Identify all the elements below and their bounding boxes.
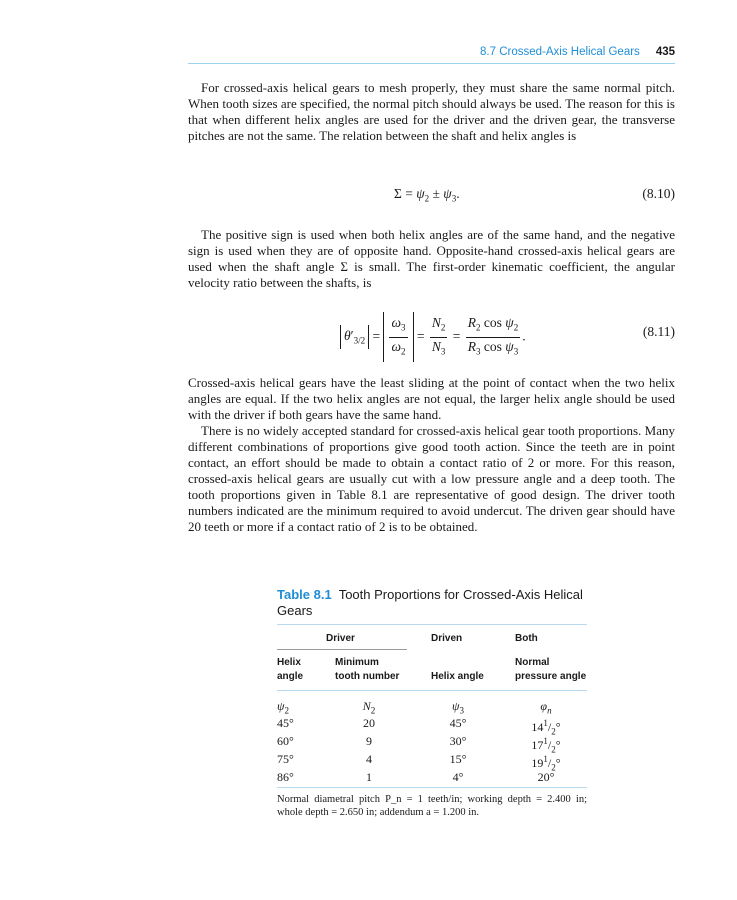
column-header-driven-helix: Helix angle	[431, 671, 484, 682]
group-header-driver: Driver	[326, 633, 355, 644]
column-header-pressure-angle: Normal pressure angle	[515, 657, 587, 682]
table-header-rule	[277, 690, 587, 691]
symbol-psi2: $\psi_2$	[277, 699, 289, 716]
running-header	[188, 46, 675, 64]
table-top-rule	[277, 624, 587, 625]
table-bottom-rule	[277, 787, 587, 788]
table-label: Table 8.1	[277, 587, 332, 602]
equation-number: (8.10)	[642, 186, 675, 201]
section-title: 8.7 Crossed-Axis Helical Gears	[480, 46, 640, 58]
header-rule	[188, 63, 675, 64]
column-header-tooth-number: Minimum tooth number	[335, 657, 400, 682]
paragraph-1: For crossed-axis helical gears to mesh properly, they must share the same normal pitch. When tooth sizes are specified, the normal pitch should always be used. The reason for this is that when different helix angles are used for the driver and the driven gear, the transverse pitches are not the same. The relation between the shaft and helix angles is	[188, 80, 675, 143]
symbol-psi3: $\psi_3$	[452, 699, 464, 716]
group-header-both: Both	[515, 633, 538, 644]
equation-number: (8.11)	[642, 324, 675, 339]
group-header-driven: Driven	[431, 633, 463, 644]
table-driver-rule	[277, 649, 407, 650]
paragraph-4: There is no widely accepted standard for crossed-axis helical gear tooth proportions. Many different combinations of proportions give good tooth action. Since the teeth are in point contact, an effort should be made to obtain a contact ratio of 2 or more. For this reason, crossed-axis helical gears are usually cut with a low pressure angle and a deep tooth. The tooth proportions given in Table 8.1 are representative of good design. The driver tooth numbers indicated are the minimum required to avoid undercut. The driven gear should have 20 teeth or more if a contact ratio of 2 is to be obtained.	[188, 423, 675, 534]
table-footnote: Normal diametral pitch P_n = 1 teeth/in; working depth = 2.400 in; whole depth = 2.650 in; addendum a = 1.200 in.	[277, 794, 587, 818]
symbol-n2: $N_2$	[362, 699, 376, 716]
column-header-helix-angle: Helix angle	[277, 657, 304, 682]
page-number: 435	[655, 46, 675, 58]
equation-8-11	[188, 312, 675, 356]
table-title: Tooth Proportions for Crossed-Axis Helical Gears	[277, 587, 583, 618]
paragraph-3: Crossed-axis helical gears have the least sliding at the point of contact when the two helix angles are equal. If the two helix angles are not equal, the larger helix angle should be used with the driver if both gears have the same hand.	[188, 375, 675, 422]
paragraph-2: The positive sign is used when both helix angles are of the same hand, and the negative sign is used when they are of opposite hand. Opposite-hand crossed-axis helical gears are used when the shaft angle Σ is small. The first-order kinematic coefficient, the angular velocity ratio between the shafts, is	[188, 227, 675, 290]
table-caption	[277, 587, 587, 619]
equation-8-11-body: $\theta'_{3/2}$ = $\frac{\omega_3}{\omega_2}$ = $\frac{N_2}{N_3}$ = $\frac{R_2 \cos \psi_2}{R_3 \cos \psi_3}$ .	[340, 312, 526, 362]
equation-8-10	[188, 186, 675, 206]
equation-8-10-body: $\Sigma = \psi_2 \pm \psi_3$.	[394, 186, 460, 204]
symbol-phi-n: $\varphi_n$	[540, 699, 552, 716]
